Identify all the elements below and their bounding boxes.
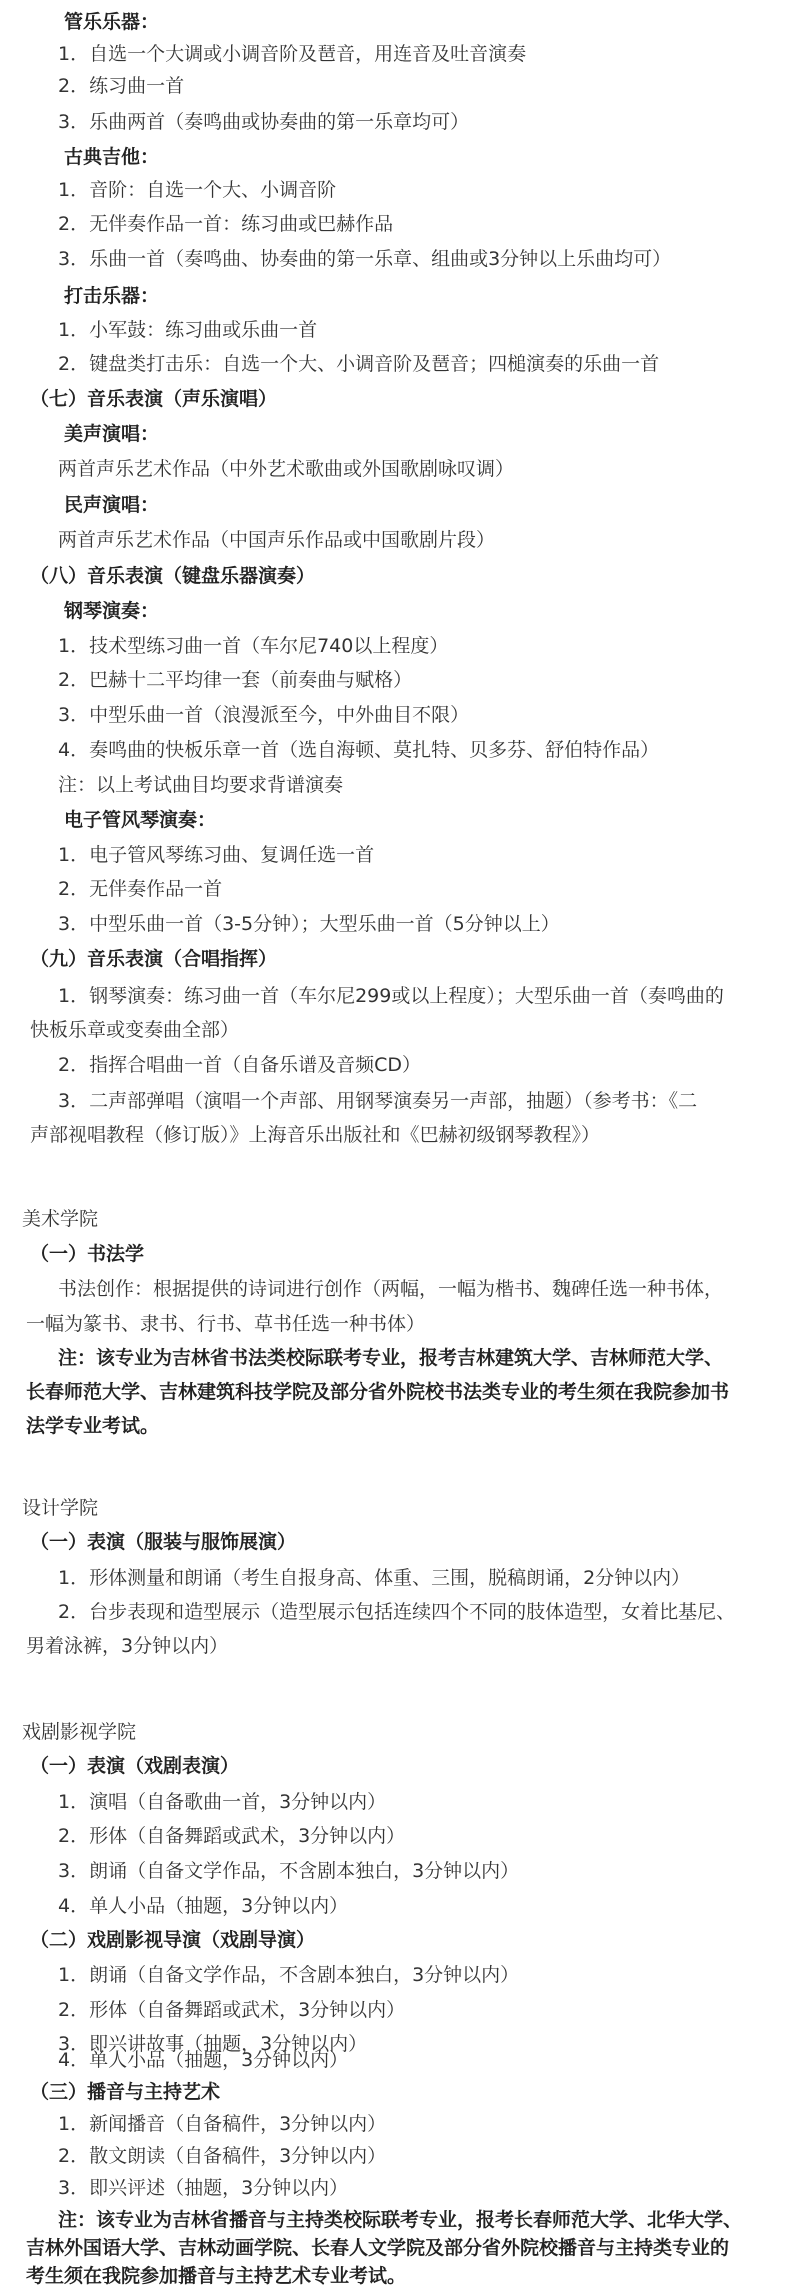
heading-line: （一）表演（服装与服饰展演） [30,1531,297,1553]
heading-line: 吉林外国语大学、吉林动画学院、长春人文学院及部分省外院校播音与主持类专业的 [26,2237,730,2259]
text-line: 3．中型乐曲一首（浪漫派至今，中外曲目不限） [58,704,470,726]
heading-line: 注：该专业为吉林省播音与主持类校际联考专业，报考长春师范大学、北华大学、 [58,2209,743,2231]
text-line: 2．指挥合唱曲一首（自备乐谱及音频CD） [58,1054,421,1076]
text-line: 两首声乐艺术作品（中国声乐作品或中国歌剧片段） [58,529,496,551]
text-line: 快板乐章或变奏曲全部） [30,1019,240,1041]
text-line: 1．演唱（自备歌曲一首，3分钟以内） [58,1791,387,1813]
text-line: 3．朗诵（自备文学作品，不含剧本独白，3分钟以内） [58,1860,520,1882]
heading-line: 管乐乐器： [64,11,160,33]
text-line: 2．键盘类打击乐：自选一个大、小调音阶及琶音；四槌演奏的乐曲一首 [58,353,660,375]
text-line: 1．形体测量和朗诵（考生自报身高、体重、三围，脱稿朗诵，2分钟以内） [58,1567,691,1589]
heading-line: 美声演唱： [64,423,160,445]
text-line: 4．单人小品（抽题，3分钟以内） [58,2049,349,2071]
text-line: 书法创作：根据提供的诗词进行创作（两幅，一幅为楷书、魏碑任选一种书体， [58,1278,724,1300]
heading-line: 注：该专业为吉林省书法类校际联考专业，报考吉林建筑大学、吉林师范大学、 [58,1347,724,1369]
heading-line: 打击乐器： [64,285,160,307]
text-line: 3．乐曲两首（奏鸣曲或协奏曲的第一乐章均可） [58,111,470,133]
heading-line: （三）播音与主持艺术 [30,2081,221,2103]
heading-line: 古典吉他： [64,146,160,168]
heading-line: （七）音乐表演（声乐演唱） [30,388,278,410]
text-line: 注：以上考试曲目均要求背谱演奏 [58,774,344,796]
text-line: 戏剧影视学院 [22,1721,137,1743]
heading-line: （一）表演（戏剧表演） [30,1755,240,1777]
text-line: 美术学院 [22,1208,99,1230]
text-line: 2．形体（自备舞蹈或武术，3分钟以内） [58,1825,406,1847]
text-line: 1．音阶：自选一个大、小调音阶 [58,179,337,201]
heading-line: （二）戏剧影视导演（戏剧导演） [30,1929,316,1951]
text-line: 1．朗诵（自备文学作品，不含剧本独白，3分钟以内） [58,1964,520,1986]
heading-line: 长春师范大学、吉林建筑科技学院及部分省外院校书法类专业的考生须在我院参加书 [26,1381,730,1403]
text-line: 3．乐曲一首（奏鸣曲、协奏曲的第一乐章、组曲或3分钟以上乐曲均可） [58,248,672,270]
text-line: 2．练习曲一首 [58,75,185,97]
text-line: 男着泳裤，3分钟以内） [26,1635,229,1657]
text-line: 1．新闻播音（自备稿件，3分钟以内） [58,2113,387,2135]
heading-line: 电子管风琴演奏： [64,809,217,831]
text-line: 两首声乐艺术作品（中外艺术歌曲或外国歌剧咏叹调） [58,458,515,480]
text-line: 1．技术型练习曲一首（车尔尼740以上程度） [58,635,449,657]
text-line: 一幅为篆书、隶书、行书、草书任选一种书体） [26,1313,426,1335]
text-line: 1．钢琴演奏：练习曲一首（车尔尼299或以上程度）；大型乐曲一首（奏鸣曲的 [58,985,724,1007]
text-line: 3．二声部弹唱（演唱一个声部、用钢琴演奏另一声部，抽题）（参考书：《二 [58,1090,698,1112]
text-line: 2．无伴奏作品一首：练习曲或巴赫作品 [58,213,394,235]
text-line: 2．无伴奏作品一首 [58,878,223,900]
text-line: 3．即兴讲故事（抽题，3分钟以内） [58,2033,368,2055]
text-line: 2．台步表现和造型展示（造型展示包括连续四个不同的肢体造型，女着比基尼、 [58,1601,736,1623]
heading-line: （一）书法学 [30,1243,145,1265]
heading-line: （九）音乐表演（合唱指挥） [30,948,278,970]
text-line: 4．单人小品（抽题，3分钟以内） [58,1895,349,1917]
text-line: 4．奏鸣曲的快板乐章一首（选自海顿、莫扎特、贝多芬、舒伯特作品） [58,739,660,761]
heading-line: 考生须在我院参加播音与主持艺术专业考试。 [26,2265,407,2287]
heading-line: 法学专业考试。 [26,1415,160,1437]
text-line: 设计学院 [22,1497,99,1519]
text-line: 2．巴赫十二平均律一套（前奏曲与赋格） [58,669,413,691]
text-line: 2．形体（自备舞蹈或武术，3分钟以内） [58,1999,406,2021]
text-line: 1．电子管风琴练习曲、复调任选一首 [58,844,375,866]
text-line: 1．小军鼓：练习曲或乐曲一首 [58,319,318,341]
heading-line: 钢琴演奏： [64,600,160,622]
text-line: 1．自选一个大调或小调音阶及琶音，用连音及吐音演奏 [58,43,527,65]
text-line: 3．即兴评述（抽题，3分钟以内） [58,2177,349,2199]
heading-line: （八）音乐表演（键盘乐器演奏） [30,565,316,587]
text-line: 2．散文朗读（自备稿件，3分钟以内） [58,2145,387,2167]
text-line: 声部视唱教程（修订版）》上海音乐出版社和《巴赫初级钢琴教程》） [30,1124,601,1146]
heading-line: 民声演唱： [64,494,160,516]
text-line: 3．中型乐曲一首（3-5分钟）；大型乐曲一首（5分钟以上） [58,913,560,935]
